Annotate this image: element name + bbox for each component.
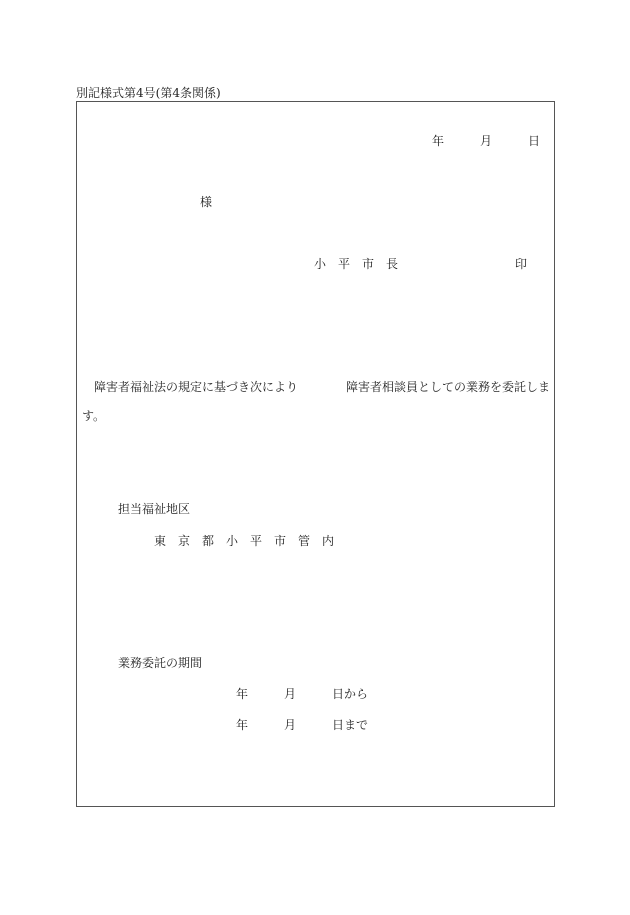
date-month: 月 (480, 134, 493, 148)
period-to-month: 月 (284, 718, 297, 732)
body-sentence-part1: 障害者福祉法の規定に基づき次により (94, 380, 299, 394)
issuer-title: 小 平 市 長 (314, 257, 399, 271)
period-label: 業務委託の期間 (118, 656, 203, 670)
period-to-day: 日まで (332, 718, 369, 732)
date-year: 年 (432, 134, 445, 148)
issuer-seal: 印 (515, 257, 528, 271)
form-frame (76, 101, 555, 807)
body-sentence-part2: 障害者相談員としての業務を委託しま (346, 380, 551, 394)
period-from-year: 年 (236, 687, 249, 701)
period-to-year: 年 (236, 718, 249, 732)
body-sentence-end: す。 (82, 409, 106, 423)
district-label: 担当福祉地区 (118, 502, 191, 516)
period-from-day: 日から (332, 687, 369, 701)
district-value: 東 京 都 小 平 市 管 内 (154, 534, 335, 548)
date-day: 日 (528, 134, 541, 148)
recipient-honorific: 様 (200, 195, 213, 209)
period-from-month: 月 (284, 687, 297, 701)
form-header-label: 別記様式第4号(第4条関係) (76, 86, 221, 100)
